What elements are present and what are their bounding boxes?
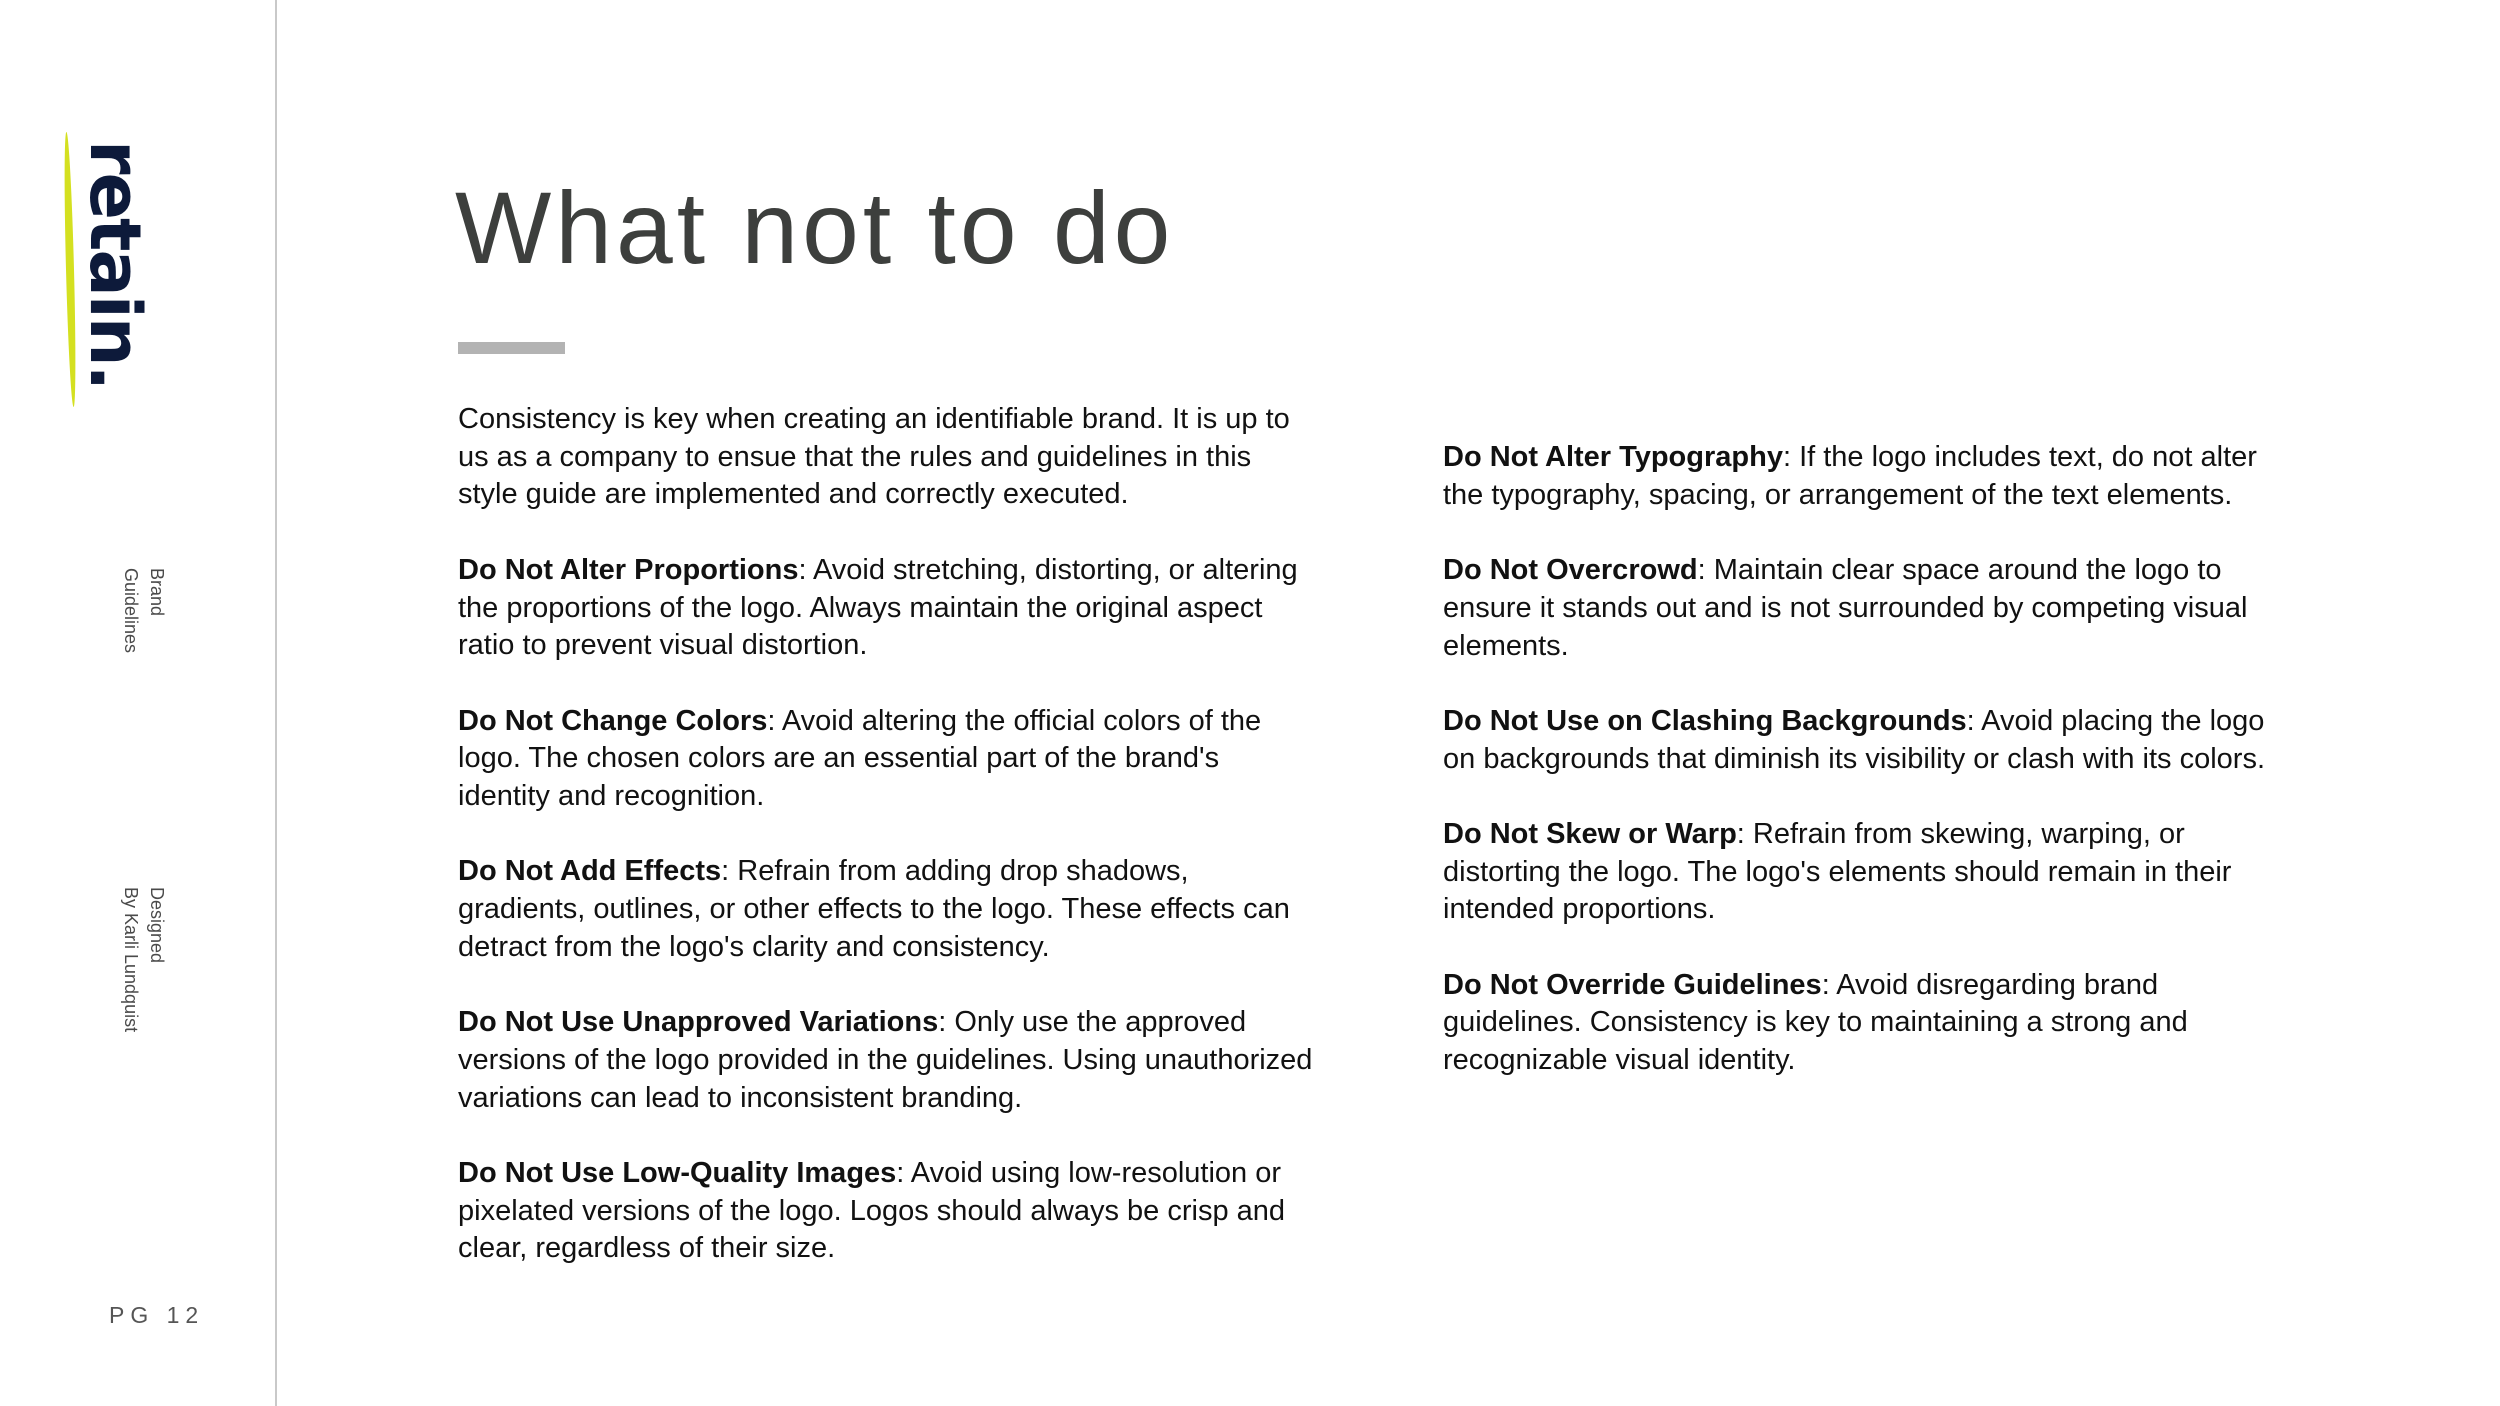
right-rules-list <box>1443 439 2293 1080</box>
sidebar-designed-by-label <box>118 887 170 1032</box>
sidebar-brand-guidelines-label <box>118 568 170 653</box>
rule-term: Do Not Alter Typography <box>1443 441 1783 473</box>
rule-item <box>458 703 1318 816</box>
rule-term: Do Not Use Unapproved Variations <box>458 1006 939 1039</box>
rule-item <box>458 552 1318 665</box>
rule-description: : Refrain from adding drop shadows, gradients, outlines, or other effects to the logo. These effects can detract from the logo's clarity and consistency. <box>458 855 1290 963</box>
page-title: What not to do <box>455 171 1175 285</box>
designed-label-line2: By Karli Lundquist <box>121 887 141 1033</box>
rule-term: Do Not Alter Proportions <box>458 553 799 586</box>
rule-item <box>458 853 1318 966</box>
rule-item <box>1443 439 2293 514</box>
page-number: PG 12 <box>109 1302 205 1328</box>
rule-item <box>458 1155 1318 1268</box>
rule-term: Do Not Override Guidelines <box>1443 968 1822 1001</box>
logo-rotated <box>74 140 156 390</box>
rule-item <box>458 1004 1318 1117</box>
rule-term: Do Not Change Colors <box>458 704 768 737</box>
rule-item <box>1443 967 2293 1080</box>
left-rules-list <box>458 552 1318 1268</box>
rule-description: : Avoid disregarding brand guidelines. Consistency is key to maintaining a strong and recognizable visual identity. <box>1443 968 2188 1077</box>
rule-description: : Refrain from skewing, warping, or distorting the logo. The logo's elements should remain in their intended proportions. <box>1443 817 2232 926</box>
right-column <box>1443 439 2293 1118</box>
rule-item <box>1443 703 2293 778</box>
brand-label-line1: Brand <box>147 568 167 617</box>
rule-term: Do Not Add Effects <box>458 855 722 888</box>
rule-description: : Avoid placing the logo on backgrounds that diminish its visibility or clash with its colors. <box>1443 704 2265 775</box>
rule-description: : Maintain clear space around the logo to ensure it stands out and is not surrounded by competing visual elements. <box>1443 554 2248 662</box>
brand-label-line2: Guidelines <box>121 568 141 654</box>
logo-text: retain. <box>74 140 156 390</box>
rule-description: : Avoid stretching, distorting, or altering the proportions of the logo. Always maintain the original aspect ratio to prevent visual distortion. <box>458 553 1298 662</box>
rule-term: Do Not Use Low-Quality Images <box>458 1156 897 1189</box>
rule-term: Do Not Overcrowd <box>1443 554 1698 587</box>
rule-description: : Avoid altering the official colors of the logo. The chosen colors are an essential part of the brand's identity and recognition. <box>458 704 1262 812</box>
rule-description: : Only use the approved versions of the logo provided in the guidelines. Using unauthorized variations can lead to inconsistent branding. <box>458 1006 1313 1114</box>
designed-label-line1: Designed <box>147 887 167 964</box>
rule-item <box>1443 552 2293 665</box>
rule-description: : Avoid using low-resolution or pixelated versions of the logo. Logos should always be crisp and clear, regardless of their size. <box>458 1156 1286 1265</box>
intro-paragraph: Consistency is key when creating an identifiable brand. It is up to us as a company to ensue that the rules and guidelines in this style guide are implemented and correctly executed. <box>458 403 1290 511</box>
rule-term: Do Not Use on Clashing Backgrounds <box>1443 704 1967 737</box>
sidebar <box>0 0 277 1406</box>
left-column <box>458 401 1318 1306</box>
rule-description: : If the logo includes text, do not alter the typography, spacing, or arrangement of the text elements. <box>1443 441 2257 511</box>
rule-term: Do Not Skew or Warp <box>1443 817 1737 850</box>
rule-item <box>1443 816 2293 929</box>
title-divider <box>458 342 565 354</box>
